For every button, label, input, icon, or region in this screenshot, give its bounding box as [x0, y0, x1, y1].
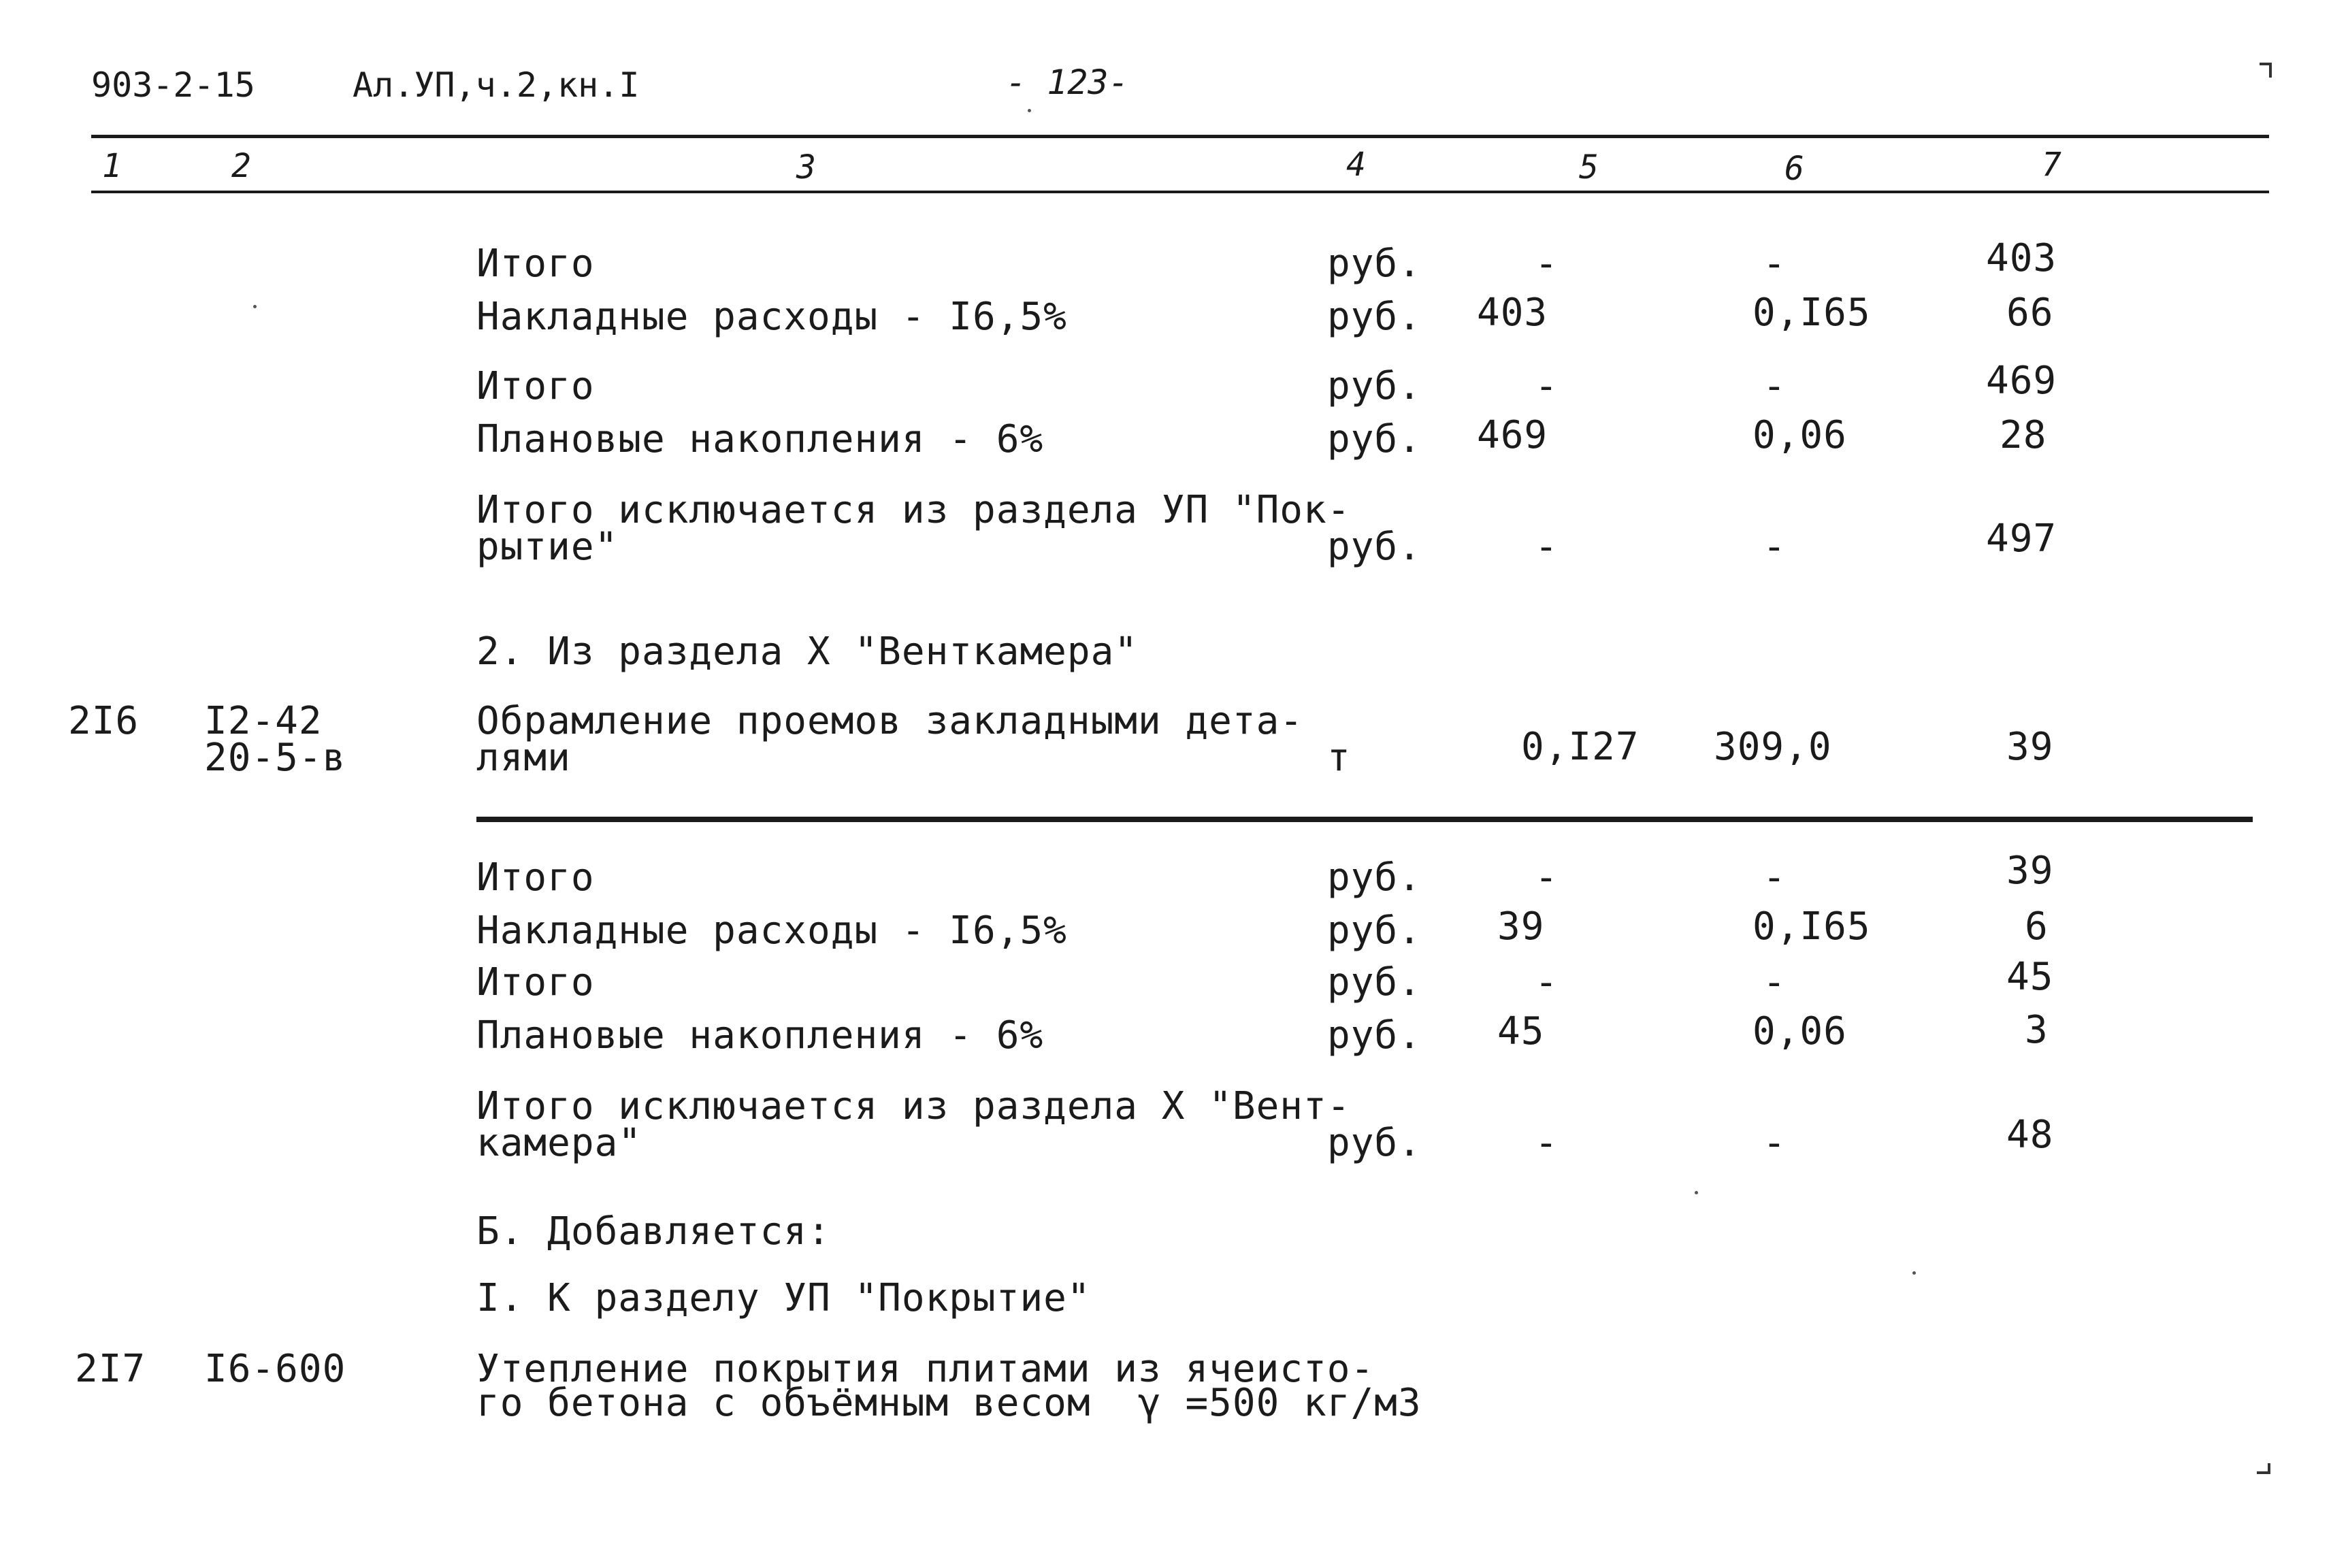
row-unit: т [1327, 736, 1351, 780]
item-divider-rule [476, 817, 2253, 822]
item-code: I2-42 [204, 699, 323, 743]
corner-mark-bottom-right [2257, 1463, 2270, 1474]
row-description: Плановые накопления - 6% [476, 417, 1044, 461]
row-description: Итого [476, 364, 595, 408]
row-unit: руб. [1327, 855, 1422, 900]
row-total: 39 [2006, 725, 2054, 769]
item-code-continued: 20-5-в [204, 736, 346, 780]
row-quantity: 45 [1497, 1009, 1545, 1054]
row-description: Накладные расходы - I6,5% [476, 909, 1067, 953]
row-quantity: 39 [1497, 904, 1545, 949]
row-description: Обрамление проемов закладными дета- [476, 699, 1304, 743]
row-total: 66 [2006, 291, 2054, 335]
row-description: Утепление покрытия плитами из ячеисто- [476, 1347, 1375, 1391]
row-quantity: - [1535, 1121, 1559, 1165]
row-price: - [1763, 525, 1787, 569]
section-heading: Б. Добавляется: [476, 1209, 831, 1254]
row-quantity: - [1535, 855, 1559, 900]
row-total: 469 [1986, 359, 2057, 403]
row-total: 3 [2025, 1008, 2049, 1052]
row-total: 403 [1986, 236, 2057, 280]
scan-speck [1912, 1271, 1916, 1275]
row-total: 6 [2025, 904, 2049, 949]
row-quantity: 403 [1477, 291, 1548, 335]
column-number-3: 3 [796, 148, 816, 186]
row-price: - [1763, 1121, 1787, 1165]
item-number: 2I6 [68, 699, 140, 743]
row-description-continued: го бетона с объёмным весом γ =500 кг/м3 [476, 1381, 1422, 1425]
row-price: - [1763, 960, 1787, 1004]
album-reference: Ал.УП,ч.2,кн.I [353, 65, 640, 105]
column-number-5: 5 [1579, 148, 1599, 186]
row-price: 0,06 [1753, 1009, 1847, 1054]
page-number: - 123- [1006, 63, 1129, 102]
row-price: 0,I65 [1753, 291, 1871, 335]
row-description: Плановые накопления - 6% [476, 1013, 1044, 1058]
row-quantity: 469 [1477, 413, 1548, 457]
row-description: Итого [476, 960, 595, 1004]
row-description: Итого [476, 855, 595, 900]
row-quantity: 0,I27 [1521, 725, 1640, 769]
row-description-continued: рытие" [476, 525, 619, 569]
row-description-continued: камера" [476, 1121, 642, 1165]
row-total: 28 [2000, 413, 2047, 457]
row-price: - [1763, 242, 1787, 286]
row-quantity: - [1535, 960, 1559, 1004]
column-number-6: 6 [1784, 150, 1804, 188]
row-unit: руб. [1327, 295, 1422, 339]
row-price: 0,06 [1753, 413, 1847, 457]
corner-mark-top-right [2260, 63, 2272, 78]
row-unit: руб. [1327, 1013, 1422, 1058]
row-unit: руб. [1327, 525, 1422, 569]
row-price: - [1763, 855, 1787, 900]
row-description: Итого исключается из раздела УП "Пок- [476, 488, 1351, 532]
row-price: 0,I65 [1753, 904, 1871, 949]
row-description-continued: лями [476, 736, 571, 780]
row-total: 48 [2006, 1113, 2054, 1157]
header-top-rule [91, 135, 2269, 138]
item-code: I6-600 [204, 1347, 346, 1391]
row-quantity: - [1535, 525, 1559, 569]
column-number-1: 1 [102, 147, 122, 185]
section-heading: I. К разделу УП "Покрытие" [476, 1276, 1091, 1320]
row-total: 497 [1986, 517, 2057, 561]
row-unit: руб. [1327, 1121, 1422, 1165]
column-number-7: 7 [2042, 146, 2061, 184]
row-description: Итого исключается из раздела Х "Вент- [476, 1084, 1351, 1128]
row-unit: руб. [1327, 417, 1422, 461]
row-unit: руб. [1327, 242, 1422, 286]
row-unit: руб. [1327, 909, 1422, 953]
column-number-4: 4 [1346, 146, 1366, 184]
row-total: 39 [2006, 849, 2054, 893]
header-bottom-rule [91, 191, 2269, 193]
section-heading: 2. Из раздела Х "Венткамера" [476, 630, 1139, 674]
row-price: 309,0 [1714, 725, 1832, 769]
item-number: 2I7 [75, 1347, 146, 1391]
row-total: 45 [2006, 955, 2054, 999]
column-number-2: 2 [231, 147, 251, 185]
row-description: Итого [476, 242, 595, 286]
row-description: Накладные расходы - I6,5% [476, 295, 1067, 339]
row-unit: руб. [1327, 960, 1422, 1004]
scan-speck [1695, 1191, 1698, 1194]
scan-speck [1028, 109, 1031, 112]
scan-speck [253, 305, 257, 308]
document-number: 903-2-15 [91, 65, 255, 105]
row-quantity: - [1535, 242, 1559, 286]
row-price: - [1763, 364, 1787, 408]
row-unit: руб. [1327, 364, 1422, 408]
row-quantity: - [1535, 364, 1559, 408]
